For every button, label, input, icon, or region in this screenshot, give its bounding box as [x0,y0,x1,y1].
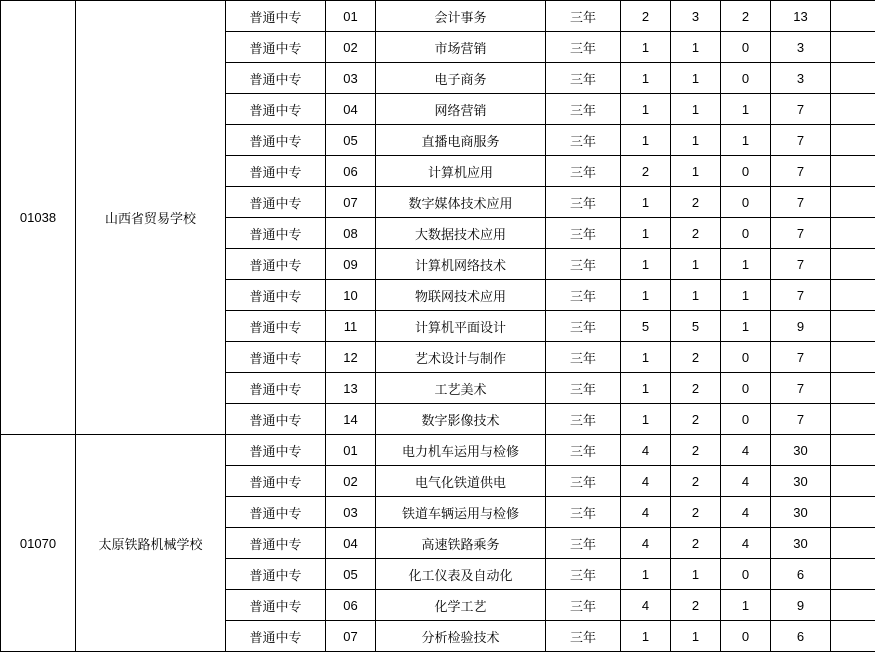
quota-cell-2: 1 [671,249,721,280]
major-no-cell: 14 [326,404,376,435]
quota-cell-3: 2 [721,1,771,32]
major-name-cell: 电子商务 [376,63,546,94]
remark-cell [831,497,875,528]
quota-cell-4: 30 [771,528,831,559]
level-cell: 普通中专 [226,94,326,125]
quota-cell-1: 1 [621,559,671,590]
table-row [1,1,875,32]
quota-cell-3: 0 [721,621,771,652]
level-cell: 普通中专 [226,187,326,218]
quota-cell-4: 7 [771,373,831,404]
remark-cell [831,466,875,497]
major-name-cell: 计算机平面设计 [376,311,546,342]
level-cell: 普通中专 [226,342,326,373]
quota-cell-2: 2 [671,404,721,435]
remark-cell [831,590,875,621]
major-no-cell: 11 [326,311,376,342]
duration-cell: 三年 [546,249,621,280]
level-cell: 普通中专 [226,497,326,528]
remark-cell [831,311,875,342]
major-no-cell: 09 [326,249,376,280]
level-cell: 普通中专 [226,404,326,435]
table-row [1,435,875,466]
quota-cell-3: 1 [721,590,771,621]
quota-cell-4: 30 [771,466,831,497]
quota-cell-1: 1 [621,342,671,373]
major-name-cell: 市场营销 [376,32,546,63]
quota-cell-2: 2 [671,187,721,218]
quota-cell-2: 2 [671,218,721,249]
major-name-cell: 物联网技术应用 [376,280,546,311]
quota-cell-3: 0 [721,373,771,404]
quota-cell-3: 1 [721,125,771,156]
quota-cell-4: 30 [771,435,831,466]
quota-cell-3: 4 [721,435,771,466]
major-no-cell: 06 [326,590,376,621]
quota-cell-3: 0 [721,559,771,590]
remark-cell [831,342,875,373]
remark-cell [831,249,875,280]
remark-cell [831,373,875,404]
quota-cell-1: 1 [621,404,671,435]
level-cell: 普通中专 [226,63,326,94]
duration-cell: 三年 [546,342,621,373]
quota-cell-1: 1 [621,63,671,94]
major-no-cell: 07 [326,621,376,652]
duration-cell: 三年 [546,466,621,497]
quota-cell-4: 9 [771,590,831,621]
major-no-cell: 10 [326,280,376,311]
quota-cell-4: 3 [771,63,831,94]
quota-cell-2: 2 [671,466,721,497]
duration-cell: 三年 [546,32,621,63]
major-name-cell: 会计事务 [376,1,546,32]
quota-cell-4: 7 [771,249,831,280]
quota-cell-1: 1 [621,249,671,280]
major-name-cell: 电气化铁道供电 [376,466,546,497]
major-name-cell: 化工仪表及自动化 [376,559,546,590]
major-no-cell: 05 [326,125,376,156]
quota-cell-1: 4 [621,528,671,559]
remark-cell [831,435,875,466]
quota-cell-2: 1 [671,621,721,652]
major-no-cell: 13 [326,373,376,404]
remark-cell [831,156,875,187]
level-cell: 普通中专 [226,280,326,311]
duration-cell: 三年 [546,311,621,342]
quota-cell-2: 2 [671,435,721,466]
quota-cell-4: 7 [771,404,831,435]
level-cell: 普通中专 [226,621,326,652]
major-name-cell: 数字媒体技术应用 [376,187,546,218]
remark-cell [831,621,875,652]
school-code-cell: 01038 [1,1,76,435]
quota-cell-2: 1 [671,63,721,94]
quota-cell-1: 4 [621,497,671,528]
duration-cell: 三年 [546,94,621,125]
quota-cell-3: 0 [721,63,771,94]
remark-cell [831,218,875,249]
duration-cell: 三年 [546,218,621,249]
quota-cell-3: 4 [721,466,771,497]
quota-cell-4: 7 [771,125,831,156]
quota-cell-4: 7 [771,94,831,125]
quota-cell-2: 2 [671,342,721,373]
quota-cell-2: 1 [671,125,721,156]
quota-cell-3: 0 [721,342,771,373]
quota-cell-2: 1 [671,280,721,311]
quota-cell-1: 1 [621,373,671,404]
quota-cell-1: 4 [621,435,671,466]
level-cell: 普通中专 [226,590,326,621]
quota-cell-4: 6 [771,621,831,652]
major-name-cell: 艺术设计与制作 [376,342,546,373]
duration-cell: 三年 [546,63,621,94]
duration-cell: 三年 [546,125,621,156]
quota-cell-1: 1 [621,280,671,311]
duration-cell: 三年 [546,187,621,218]
quota-cell-4: 30 [771,497,831,528]
major-no-cell: 04 [326,528,376,559]
level-cell: 普通中专 [226,435,326,466]
major-no-cell: 01 [326,1,376,32]
level-cell: 普通中专 [226,125,326,156]
major-name-cell: 铁道车辆运用与检修 [376,497,546,528]
quota-cell-4: 7 [771,342,831,373]
quota-cell-2: 2 [671,528,721,559]
quota-cell-1: 2 [621,1,671,32]
quota-cell-3: 0 [721,156,771,187]
quota-cell-1: 4 [621,590,671,621]
major-name-cell: 电力机车运用与检修 [376,435,546,466]
quota-cell-2: 5 [671,311,721,342]
duration-cell: 三年 [546,528,621,559]
quota-cell-1: 5 [621,311,671,342]
quota-cell-3: 0 [721,404,771,435]
major-name-cell: 网络营销 [376,94,546,125]
level-cell: 普通中专 [226,373,326,404]
level-cell: 普通中专 [226,249,326,280]
major-name-cell: 分析检验技术 [376,621,546,652]
quota-cell-1: 1 [621,187,671,218]
major-no-cell: 04 [326,94,376,125]
quota-cell-4: 7 [771,156,831,187]
major-no-cell: 01 [326,435,376,466]
duration-cell: 三年 [546,435,621,466]
quota-cell-3: 4 [721,497,771,528]
quota-cell-2: 2 [671,497,721,528]
duration-cell: 三年 [546,1,621,32]
remark-cell [831,63,875,94]
level-cell: 普通中专 [226,218,326,249]
level-cell: 普通中专 [226,1,326,32]
remark-cell [831,1,875,32]
level-cell: 普通中专 [226,559,326,590]
level-cell: 普通中专 [226,156,326,187]
quota-cell-2: 1 [671,156,721,187]
quota-cell-1: 1 [621,94,671,125]
remark-cell [831,32,875,63]
duration-cell: 三年 [546,621,621,652]
quota-cell-2: 3 [671,1,721,32]
quota-cell-2: 1 [671,94,721,125]
remark-cell [831,559,875,590]
school-name-cell: 太原铁路机械学校 [76,435,226,652]
major-name-cell: 计算机网络技术 [376,249,546,280]
quota-cell-4: 13 [771,1,831,32]
duration-cell: 三年 [546,280,621,311]
major-no-cell: 07 [326,187,376,218]
quota-cell-1: 1 [621,218,671,249]
major-no-cell: 12 [326,342,376,373]
remark-cell [831,125,875,156]
duration-cell: 三年 [546,590,621,621]
remark-cell [831,187,875,218]
remark-cell [831,528,875,559]
quota-cell-3: 1 [721,94,771,125]
level-cell: 普通中专 [226,528,326,559]
quota-cell-4: 6 [771,559,831,590]
major-name-cell: 高速铁路乘务 [376,528,546,559]
school-code-cell: 01070 [1,435,76,652]
major-name-cell: 工艺美术 [376,373,546,404]
quota-cell-3: 1 [721,249,771,280]
major-no-cell: 02 [326,32,376,63]
quota-cell-4: 9 [771,311,831,342]
quota-cell-2: 1 [671,559,721,590]
level-cell: 普通中专 [226,466,326,497]
quota-cell-4: 7 [771,280,831,311]
major-no-cell: 08 [326,218,376,249]
quota-cell-1: 2 [621,156,671,187]
duration-cell: 三年 [546,156,621,187]
quota-cell-2: 2 [671,373,721,404]
quota-cell-1: 1 [621,125,671,156]
level-cell: 普通中专 [226,32,326,63]
duration-cell: 三年 [546,559,621,590]
quota-cell-3: 0 [721,218,771,249]
quota-cell-3: 0 [721,187,771,218]
quota-cell-3: 4 [721,528,771,559]
quota-cell-4: 7 [771,218,831,249]
level-cell: 普通中专 [226,311,326,342]
major-name-cell: 直播电商服务 [376,125,546,156]
quota-cell-1: 1 [621,621,671,652]
major-no-cell: 06 [326,156,376,187]
quota-cell-3: 1 [721,311,771,342]
quota-cell-2: 1 [671,32,721,63]
remark-cell [831,404,875,435]
quota-cell-1: 4 [621,466,671,497]
quota-cell-2: 2 [671,590,721,621]
remark-cell [831,280,875,311]
duration-cell: 三年 [546,497,621,528]
quota-cell-3: 0 [721,32,771,63]
major-name-cell: 化学工艺 [376,590,546,621]
major-name-cell: 大数据技术应用 [376,218,546,249]
major-name-cell: 计算机应用 [376,156,546,187]
quota-cell-4: 7 [771,187,831,218]
duration-cell: 三年 [546,373,621,404]
quota-cell-1: 1 [621,32,671,63]
school-name-cell: 山西省贸易学校 [76,1,226,435]
quota-cell-4: 3 [771,32,831,63]
major-no-cell: 03 [326,63,376,94]
quota-cell-3: 1 [721,280,771,311]
major-no-cell: 03 [326,497,376,528]
major-name-cell: 数字影像技术 [376,404,546,435]
remark-cell [831,94,875,125]
duration-cell: 三年 [546,404,621,435]
major-no-cell: 02 [326,466,376,497]
major-no-cell: 05 [326,559,376,590]
